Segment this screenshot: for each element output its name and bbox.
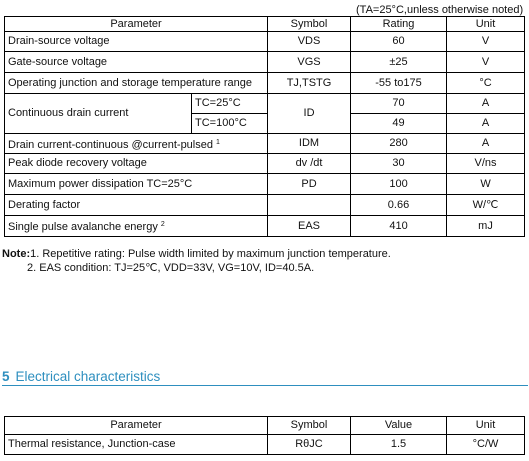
thermal-table (4, 416, 525, 455)
table-row (5, 174, 525, 195)
header-symbol: Symbol (268, 17, 351, 32)
unit-cell: A (447, 134, 525, 154)
symbol-text: VDS (297, 35, 321, 47)
table-header-row (5, 417, 525, 435)
unit-cell: °C/W (447, 435, 525, 455)
unit-cell: mJ (447, 216, 525, 237)
unit-cell: V (447, 52, 525, 73)
header-unit: Unit (447, 17, 525, 32)
header-symbol: Symbol (268, 417, 351, 435)
note-ref: 1 (216, 138, 220, 146)
note-line-2: 2. EAS condition: TJ=25℃, VDD=33V, VG=10V, ID=40.5A. (27, 262, 315, 274)
rating-cell: 0.66 (351, 195, 447, 216)
unit-cell: A (447, 94, 525, 114)
header-value: Value (351, 417, 447, 435)
param-cell: Drain-source voltage (5, 32, 268, 52)
symbol-cell: VGS (268, 52, 351, 73)
table-row (5, 32, 525, 52)
table-row (5, 195, 525, 216)
note-label: Note: (2, 248, 31, 260)
rating-conditions: (TA=25°C,unless otherwise noted) (356, 4, 524, 16)
param-cell: Continuous drain current (5, 94, 192, 134)
symbol-cell: dv /dt (268, 154, 351, 174)
rating-cell: 60 (351, 32, 447, 52)
section-title: Electrical characteristics (15, 369, 161, 384)
rating-cell: 49 (351, 114, 447, 134)
note-ref: 2 (160, 221, 165, 228)
table-row (5, 73, 525, 94)
symbol-cell: PD (268, 174, 351, 195)
rating-cell: 410 (351, 216, 447, 237)
header-parameter: Parameter (5, 17, 268, 32)
param-cell: Peak diode recovery voltage (5, 154, 268, 174)
unit-cell: W (447, 174, 525, 195)
param-cell: Operating junction and storage temperature range (5, 73, 268, 94)
section-heading (2, 369, 528, 386)
condition-cell: TC=25°C (192, 94, 268, 114)
rating-cell: 280 (351, 134, 447, 154)
param-cell: Maximum power dissipation TC=25°C (5, 174, 268, 195)
header-rating: Rating (351, 17, 447, 32)
section-number: 5 (2, 369, 10, 384)
symbol-cell: EAS (268, 216, 351, 237)
table-row (5, 154, 525, 174)
symbol-cell: ID (268, 94, 351, 134)
rating-cell: 70 (351, 94, 447, 114)
rating-cell: -55 to175 (351, 73, 447, 94)
condition-cell: TC=100°C (192, 114, 268, 134)
header-unit: Unit (447, 417, 525, 435)
param-cell (5, 134, 268, 154)
absolute-ratings-table (4, 16, 525, 237)
param-cell: Gate-source voltage (5, 52, 268, 73)
symbol-cell: RθJC (268, 435, 351, 455)
symbol-cell (268, 32, 351, 52)
table-row (5, 435, 525, 455)
note-text-1: 1. Repetitive rating: Pulse width limited by maximum junction temperature. (30, 248, 391, 260)
table-row (5, 134, 525, 154)
unit-cell: A (447, 114, 525, 134)
table-row (5, 216, 525, 237)
param-cell: Derating factor (5, 195, 268, 216)
rating-cell: 30 (351, 154, 447, 174)
header-parameter: Parameter (5, 417, 268, 435)
unit-cell: V (447, 32, 525, 52)
unit-cell: W/℃ (447, 195, 525, 216)
note-line-1 (2, 247, 391, 261)
notes (2, 247, 391, 275)
symbol-cell (268, 195, 351, 216)
symbol-cell: TJ,TSTG (268, 73, 351, 94)
symbol-cell: IDM (268, 134, 351, 154)
param-cell: Thermal resistance, Junction-case (5, 435, 268, 455)
param-cell (5, 216, 268, 237)
table-row (5, 52, 525, 73)
param-text: Drain current-continuous @current-pulsed (8, 138, 213, 151)
param-text: Single pulse avalanche energy (8, 221, 158, 233)
table-header-row (5, 17, 525, 32)
rating-cell: 100 (351, 174, 447, 195)
table-row (5, 94, 525, 114)
unit-cell: °C (447, 73, 525, 94)
unit-cell: V/ns (447, 154, 525, 174)
value-cell: 1.5 (351, 435, 447, 455)
rating-cell: ±25 (351, 52, 447, 73)
